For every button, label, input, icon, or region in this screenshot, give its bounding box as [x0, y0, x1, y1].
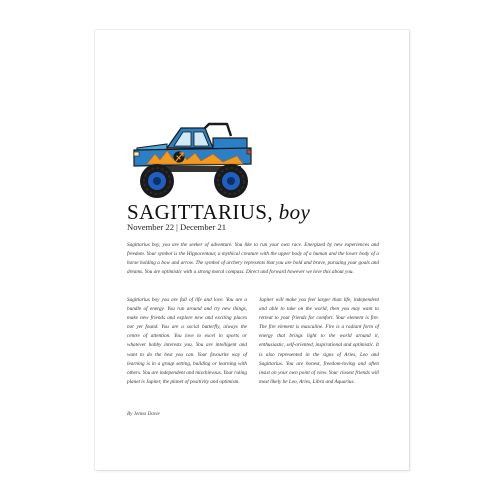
wheel-icon	[214, 164, 248, 198]
intro-paragraph: Sagittarius boy, you are the seeker of adventure. You like to run your own race. Energized by new experiences and freedom. Your symbol is the Hippocentaur, a mythical creature with the upper body of a human and the lower body of a horse holding a bow and arrow. The symbol of archery represents that you are bold and brave, pursuing your goals and dreams. You are optimistic with a strong moral compass. Direct and forward however we love this about you.	[127, 242, 379, 276]
poster-title	[127, 202, 310, 223]
title-main: SAGITTARIUS,	[127, 200, 274, 224]
zodiac-poster	[95, 30, 409, 470]
author-credit: By Jenna Davie	[127, 411, 160, 417]
sagittarius-symbol-icon	[173, 151, 184, 162]
body-column-left: Sagittarius boy you are full of life and love. You are a bundle of energy. You run around and try new things, make new friends and explore new and exciting places not yet found. You are a social butterfly, always the centre of attention. You love to excel in sports or whatever hobby interests you. You are intelligent and want to do the best you can. Your favourite way of learning is in a group setting, building or learning with others. You are independent and mischievous. Your ruling planet is Jupiter, the planet of positivity and optimism.	[127, 297, 247, 385]
body-column-right: Jupiter will make you feel larger than life, independent and able to take on the world, then you may want to retreat to your friends for comfort. Your element is fire. The fire element is masculine. Fire is a radiant form of energy that brings light to the world around it, enthusiastic, self-oriented, inspirational and optimistic. It is also represented in the signs of Aries, Leo and Sagittarius. You are honest, freedom-loving and often insist on your own point of view. Your closest friends will most likely be Leo, Aries, Libra and Aquarius.	[259, 297, 379, 385]
date-range: November 22 | December 21	[127, 222, 227, 232]
monster-truck-illustration	[127, 118, 259, 200]
title-sub: boy	[278, 200, 311, 224]
wheel-icon	[140, 164, 174, 198]
